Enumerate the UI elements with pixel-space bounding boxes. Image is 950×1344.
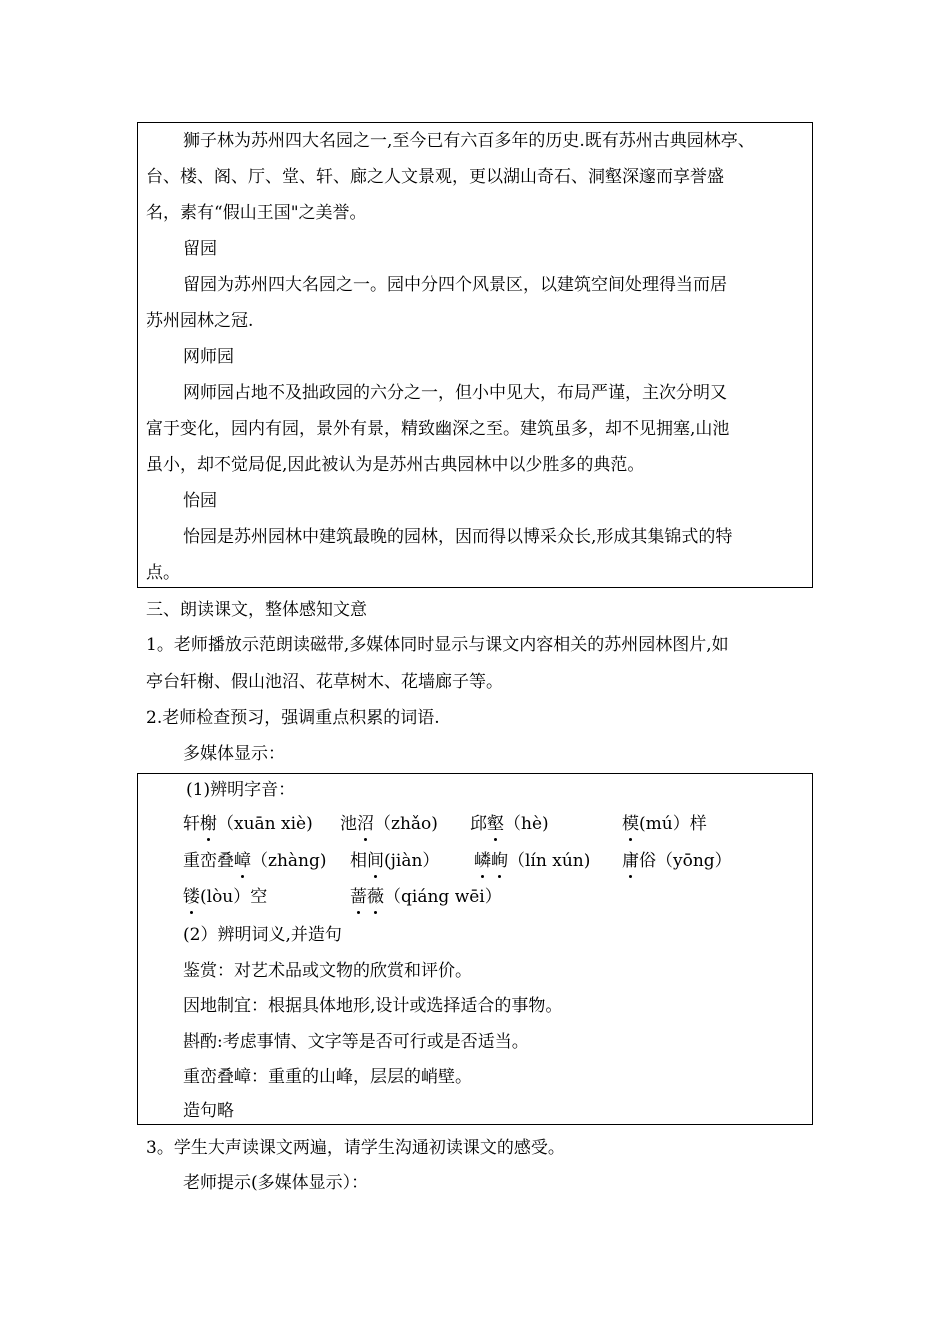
word-xuanxie: 轩榭（xuān xiè) <box>183 814 313 834</box>
shizilin-paragraph-line: 名，素有“假山王国"之美誉。 <box>146 203 367 223</box>
multimedia-label: 多媒体显示： <box>183 744 285 764</box>
word-qiangwei: 蔷薇（qiáng wēi） <box>350 887 502 907</box>
liuyuan-paragraph-line: 苏州园林之冠. <box>146 311 254 331</box>
word-chizhao: 池沼（zhǎo) <box>340 814 438 834</box>
section-heading: 三、朗读课文，整体感知文意 <box>146 600 367 620</box>
step-3-line: 3。学生大声读课文两遍，请学生沟通初读课文的感受。 <box>146 1138 565 1158</box>
step-1-line: 1。老师播放示范朗读磁带,多媒体同时显示与课文内容相关的苏州园林图片,如 <box>146 635 729 655</box>
word-linxun: 嶙峋（lín xún) <box>474 851 591 871</box>
word-xiangjian: 相间(jiàn） <box>350 851 440 871</box>
word-qiuhe: 邱壑（hè) <box>470 814 549 834</box>
liuyuan-paragraph-line: 留园为苏州四大名园之一。园中分四个风景区，以建筑空间处理得当而居 <box>183 275 727 295</box>
yiyuan-heading: 怡园 <box>183 491 217 511</box>
yiyuan-paragraph-line: 怡园是苏州园林中建筑最晚的园林，因而得以博采众长,形成其集锦式的特 <box>183 527 733 547</box>
teacher-hint-line: 老师提示(多媒体显示）： <box>183 1173 369 1193</box>
wangshiyuan-paragraph-line: 网师园占地不及拙政园的六分之一，但小中见大，布局严谨，主次分明又 <box>183 383 727 403</box>
step-1-line: 亭台轩榭、假山池沼、花草树木、花墙廊子等。 <box>146 672 503 692</box>
pronunciation-row <box>0 813 950 837</box>
word-zhongluandiezhang: 重峦叠嶂（zhàng) <box>183 851 327 871</box>
meaning-heading: (2）辨明词义,并造句 <box>183 925 342 945</box>
liuyuan-heading: 留园 <box>183 239 217 259</box>
definition-line: 鉴赏：对艺术品或文物的欣赏和评价。 <box>183 961 472 981</box>
gardens-info-box <box>137 122 813 588</box>
definition-line: 重峦叠嶂：重重的山峰，层层的峭壁。 <box>183 1067 472 1087</box>
shizilin-paragraph-line: 台、楼、阁、厅、堂、轩、廊之人文景观，更以湖山奇石、洞壑深邃而享誉盛 <box>146 167 724 187</box>
word-muyang: 模(mú）样 <box>622 814 707 834</box>
pronunciation-heading: (1)辨明字音： <box>186 780 296 800</box>
shizilin-paragraph-line: 狮子林为苏州四大名园之一,至今已有六百多年的历史.既有苏州古典园林亭、 <box>183 131 755 151</box>
word-yongsu: 庸俗（yōng） <box>622 851 732 871</box>
definition-line: 因地制宜：根据具体地形,设计或选择适合的事物。 <box>183 996 563 1016</box>
definition-line: 斟酌:考虑事情、文字等是否可行或是否适当。 <box>183 1032 529 1052</box>
step-2-line: 2.老师检查预习，强调重点积累的词语. <box>146 708 440 728</box>
wangshiyuan-paragraph-line: 虽小，却不觉局促,因此被认为是苏州古典园林中以少胜多的典范。 <box>146 455 645 475</box>
wangshiyuan-paragraph-line: 富于变化，园内有园，景外有景，精致幽深之至。建筑虽多，却不见拥塞,山池 <box>146 419 730 439</box>
pronunciation-row <box>0 850 950 874</box>
pronunciation-row <box>0 886 950 910</box>
yiyuan-paragraph-line: 点。 <box>146 563 180 583</box>
word-loukong: 镂(lòu）空 <box>183 887 268 907</box>
wangshiyuan-heading: 网师园 <box>183 347 234 367</box>
sentence-note: 造句略 <box>183 1101 234 1121</box>
